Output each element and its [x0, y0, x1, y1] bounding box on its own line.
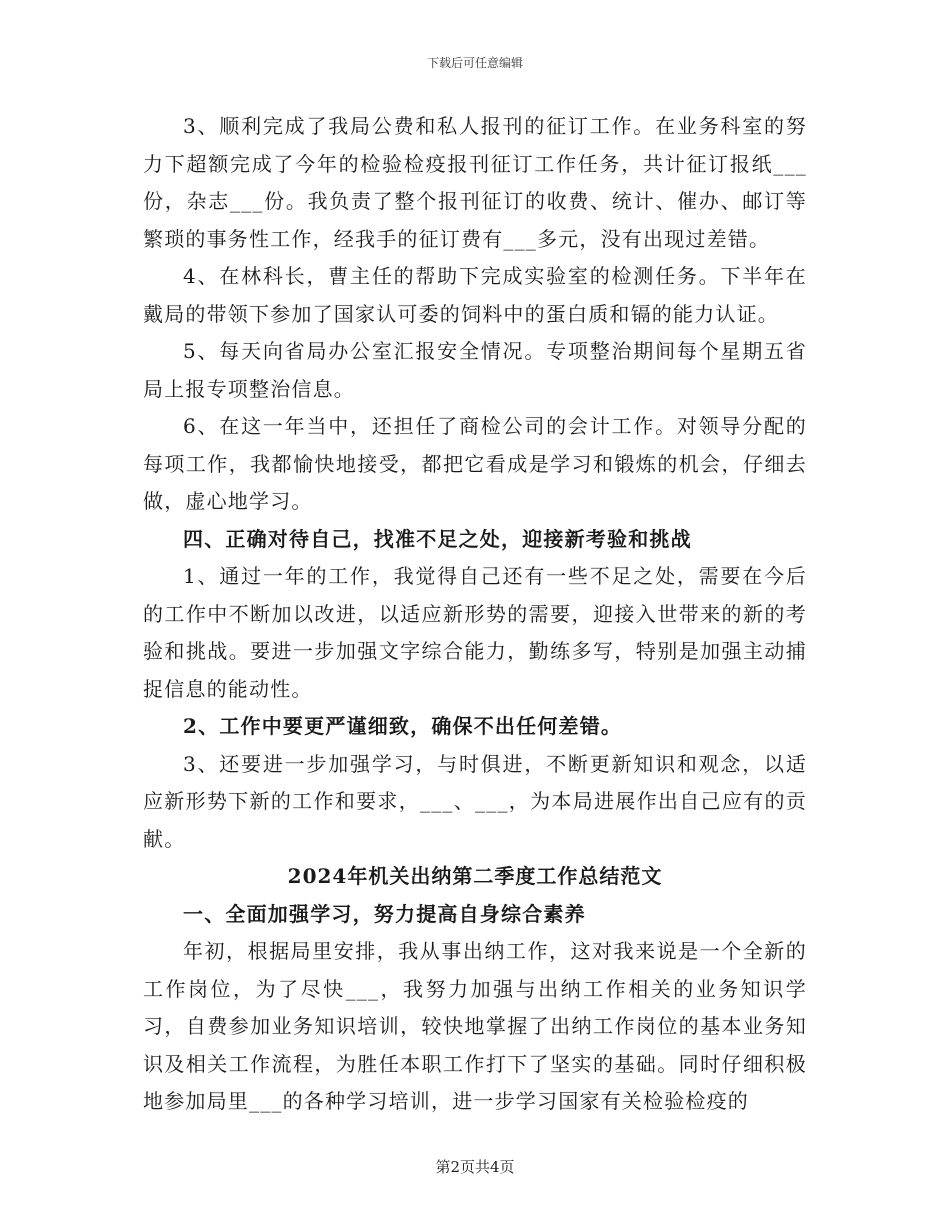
page-number: 第2页共4页 — [435, 1158, 515, 1176]
paragraph-item-5: 5、每天向省局办公室汇报安全情况。专项整治期间每个星期五省局上报专项整治信息。 — [143, 339, 807, 401]
document-title: 2024年机关出纳第二季度工作总结范文 — [287, 864, 663, 888]
page-header-note: 下载后可任意编辑 — [426, 56, 523, 70]
paragraph-improve-3: 3、还要进一步加强学习，与时俱进，不断更新知识和观念，以适应新形势下新的工作和要求，___、___，为本局进展作出自己应有的贡献。 — [143, 751, 807, 851]
paragraph-improve-1: 1、通过一年的工作，我觉得自己还有一些不足之处，需要在今后的工作中不断加以改进，以适应新形势的需要，迎接入世带来的新的考验和挑战。要进一步加强文字综合能力，勤练多写，特别是加强主动捕捉信息的能动性。 — [143, 564, 807, 701]
paragraph-item-3: 3、顺利完成了我局公费和私人报刊的征订工作。在业务科室的努力下超额完成了今年的检验检疫报刊征订工作任务，共计征订报纸___份，杂志___份。我负责了整个报刊征订的收费、统计、催办、邮订等繁琐的事务性工作，经我手的征订费有___多元，没有出现过差错。 — [143, 114, 807, 251]
paragraph-item-4: 4、在林科长，曹主任的帮助下完成实验室的检测任务。下半年在戴局的带领下参加了国家认可委的饲料中的蛋白质和镉的能力认证。 — [143, 264, 807, 326]
paragraph-item-6: 6、在这一年当中，还担任了商检公司的会计工作。对领导分配的每项工作，我都愉快地接受，都把它看成是学习和锻炼的机会，仔细去做，虚心地学习。 — [143, 414, 807, 513]
document-body — [143, 108, 807, 1121]
paragraph-intro: 年初，根据局里安排，我从事出纳工作，这对我来说是一个全新的工作岗位，为了尽快___，我努力加强与出纳工作相关的业务知识学习，自费参加业务知识培训，较快地掌握了出纳工作岗位的基本业务知识及相关工作流程，为胜任本职工作打下了坚实的基础。同时仔细积极地参加局里___的各种学习培训，进一步学习国家有关检验检疫的 — [143, 939, 807, 1113]
section-heading-4: 四、正确对待自己，找准不足之处，迎接新考验和挑战 — [183, 526, 692, 551]
paragraph-improve-2: 2、工作中要更严谨细致，确保不出任何差错。 — [183, 714, 623, 738]
section-heading-1: 一、全面加强学习，努力提高自身综合素养 — [183, 901, 586, 926]
